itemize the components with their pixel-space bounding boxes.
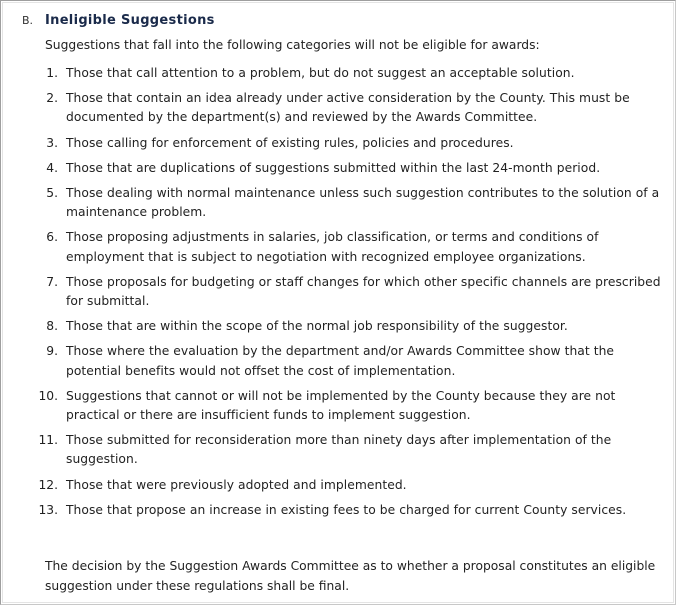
list-item-text: Those that are duplications of suggestions submitted within the last 24-month period. [66, 160, 601, 175]
ineligible-list [0, 64, 676, 526]
list-item [0, 387, 676, 425]
list-item-number: 4. [46, 160, 58, 175]
list-item-number: 1. [46, 66, 58, 80]
list-item-text: Those proposals for budgeting or staff changes for which other specific channels are prescribed for submittal. [66, 274, 661, 309]
section-title: Ineligible Suggestions [45, 13, 215, 28]
list-item [0, 134, 676, 153]
list-item [0, 342, 676, 380]
list-item-number: 2. [46, 91, 58, 106]
list-item-text: Those that contain an idea already under active consideration by the County. This must be documented by the department(s) and reviewed by the Awards Committee. [66, 91, 630, 125]
list-item-text: Those submitted for reconsideration more than ninety days after implementation of the suggestion. [66, 433, 612, 467]
section-intro: Suggestions that fall into the following categories will not be eligible for awards: [45, 38, 540, 52]
list-item-number: 9. [46, 344, 58, 359]
list-item [0, 476, 676, 495]
list-item [0, 184, 676, 222]
section-conclusion: The decision by the Suggestion Awards Committee as to whether a proposal constitutes an eligible suggestion under these regulations shall be final. [45, 559, 656, 593]
list-item-text: Those that are within the scope of the normal job responsibility of the suggestor. [66, 319, 568, 334]
section-letter: B. [22, 14, 34, 27]
list-item-number: 6. [46, 230, 58, 245]
section-heading [22, 9, 215, 28]
list-item [0, 228, 676, 266]
list-item-text: Suggestions that cannot or will not be implemented by the County because they are not practical or there are insufficient funds to implement suggestion. [66, 388, 616, 423]
list-item-number: 12. [38, 477, 58, 492]
list-item-number: 7. [46, 274, 58, 289]
list-item-text: Those that call attention to a problem, but do not suggest an acceptable solution. [66, 66, 575, 80]
list-item-number: 10. [38, 388, 58, 403]
list-item [0, 501, 676, 520]
list-item [0, 89, 676, 127]
list-item [0, 317, 676, 336]
list-item-text: Those calling for enforcement of existing rules, policies and procedures. [66, 135, 514, 150]
list-item-number: 13. [38, 502, 58, 517]
list-item-text: Those that were previously adopted and implemented. [66, 477, 407, 492]
list-item-text: Those that propose an increase in existing fees to be charged for current County services. [66, 502, 627, 517]
list-item-text: Those proposing adjustments in salaries, job classification, or terms and conditions of employment that is subject to negotiation with recognized employee organizations. [66, 230, 599, 264]
list-item-number: 5. [46, 186, 58, 201]
list-item-number: 11. [38, 433, 58, 448]
list-item [0, 64, 676, 83]
list-item-text: Those where the evaluation by the department and/or Awards Committee show that the potential benefits would not offset the cost of implementation. [66, 344, 615, 378]
list-item [0, 431, 676, 469]
list-item-number: 8. [46, 319, 58, 334]
list-item-text: Those dealing with normal maintenance unless such suggestion contributes to the solution of a maintenance problem. [66, 186, 660, 220]
list-item [0, 159, 676, 178]
list-item [0, 273, 676, 311]
list-item-number: 3. [46, 135, 58, 150]
